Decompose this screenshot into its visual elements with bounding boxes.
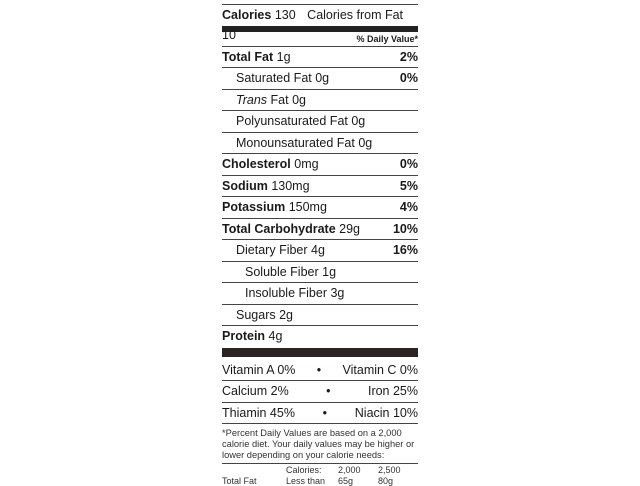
nutrient-label: Sodium: [222, 178, 268, 193]
table-cell: 80g: [378, 475, 394, 486]
vitamin-right: Iron 25%: [367, 384, 418, 398]
nutrient-amount: 150mg: [288, 200, 327, 214]
nutrient-row-cholesterol: [222, 154, 418, 176]
nutrient-label: Cholesterol: [222, 157, 291, 171]
nutrient-amount: 29g: [339, 221, 361, 236]
nutrient-row-total-fat: [222, 47, 418, 69]
bullet: •: [326, 384, 331, 398]
nutrient-amount: 0g: [315, 71, 330, 85]
bullet: •: [322, 405, 328, 420]
nutrient-row-trans-fat: [222, 90, 418, 112]
nutrient-label: Fat: [270, 92, 289, 107]
footnote: *Percent Daily Values are based on a 2,000 calorie diet. Your daily values may be higher or lower depending on your calorie needs:: [222, 424, 418, 464]
reference-table: [222, 464, 422, 486]
table-cell: Total Fat: [222, 475, 257, 486]
nutrient-percent: 10%: [392, 221, 418, 236]
nutrient-amount: 2g: [279, 307, 293, 322]
nutrient-amount: 1g: [276, 49, 291, 64]
nutrient-row-protein: [222, 326, 418, 347]
table-cell: 2,500: [378, 464, 401, 475]
table-cell: 2,000: [338, 464, 361, 475]
daily-value-header: % Daily Value*: [222, 32, 418, 47]
nutrient-label: Insoluble Fiber: [245, 286, 327, 300]
calories-value: 130: [274, 8, 296, 22]
nutrient-amount: 4g: [311, 243, 325, 257]
nutrient-amount: 0g: [292, 92, 306, 107]
nutrient-label: Saturated Fat: [236, 71, 312, 85]
nutrient-label: Total Carbohydrate: [222, 221, 336, 236]
nutrient-amount: 0g: [351, 114, 366, 128]
nutrient-amount: 0g: [358, 135, 373, 150]
nutrient-label: Monounsaturated Fat: [236, 135, 355, 150]
calories-from-fat-value: 10: [222, 28, 236, 42]
nutrient-row-total-carbohydrate: [222, 219, 418, 241]
nutrient-row-saturated-fat: [222, 68, 418, 90]
nutrient-amount: 0mg: [294, 157, 319, 171]
nutrition-facts-label: [222, 0, 418, 486]
nutrient-row-monounsaturated-fat: [222, 133, 418, 155]
nutrient-percent: 0%: [399, 157, 418, 171]
table-cell: 65g: [338, 475, 354, 486]
nutrient-row-soluble-fiber: [222, 262, 418, 284]
nutrient-row-sugars: [222, 305, 418, 327]
nutrient-amount: 130mg: [271, 178, 310, 193]
vitamin-left: Vitamin A 0%: [222, 362, 296, 377]
table-cell: Less than: [286, 475, 326, 486]
nutrient-row-dietary-fiber: [222, 240, 418, 262]
nutrient-percent: 16%: [392, 243, 418, 257]
nutrient-amount: 4g: [268, 329, 283, 343]
table-row: [222, 475, 422, 486]
nutrient-row-insoluble-fiber: [222, 283, 418, 305]
vitamin-row: [222, 381, 418, 403]
nutrient-label: Potassium: [222, 200, 286, 214]
vitamin-row: [222, 360, 418, 382]
nutrient-label: Dietary Fiber: [236, 243, 308, 257]
vitamin-right: Vitamin C 0%: [342, 362, 418, 377]
calories-label: Calories: [222, 8, 272, 22]
nutrient-row-sodium: [222, 176, 418, 198]
nutrient-percent: 4%: [399, 200, 418, 214]
thick-divider: [222, 348, 418, 357]
nutrient-label: Sugars: [236, 307, 276, 322]
nutrient-row-polyunsaturated-fat: [222, 111, 418, 133]
vitamin-left: Calcium 2%: [222, 384, 289, 398]
nutrient-amount: 3g: [330, 286, 345, 300]
table-cell: [222, 464, 286, 475]
nutrient-label: Polyunsaturated Fat: [236, 114, 348, 128]
bullet: •: [316, 362, 322, 377]
nutrient-label: Protein: [222, 329, 266, 343]
calories-from-fat-label: Calories from Fat: [307, 8, 404, 22]
nutrient-percent: 0%: [399, 71, 418, 85]
nutrient-percent: 5%: [399, 178, 418, 193]
nutrient-amount: 1g: [322, 264, 337, 279]
table-cell: Calories:: [286, 464, 322, 475]
nutrient-label: Total Fat: [222, 49, 274, 64]
reference-table-header: [222, 464, 422, 475]
nutrient-label-italic: Trans: [236, 92, 268, 107]
vitamin-right: Niacin 10%: [354, 405, 418, 420]
nutrient-percent: 2%: [399, 49, 418, 64]
vitamin-row: [222, 403, 418, 425]
nutrient-label: Soluble Fiber: [245, 264, 319, 279]
vitamin-left: Thiamin 45%: [222, 405, 295, 420]
nutrient-row-potassium: [222, 197, 418, 219]
